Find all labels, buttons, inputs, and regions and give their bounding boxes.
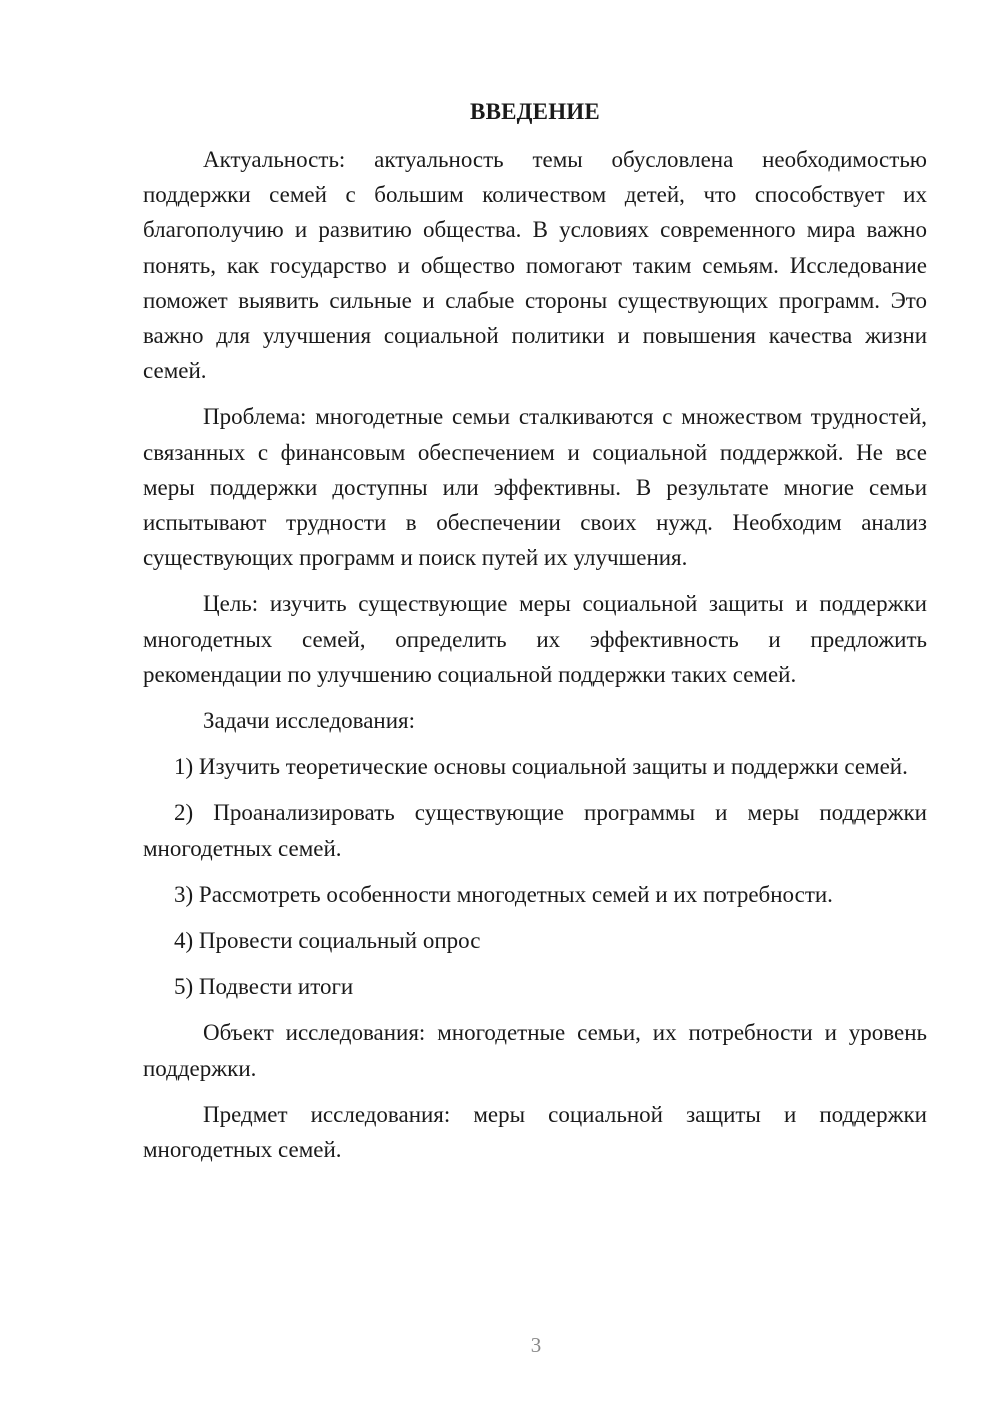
paragraph-problem: Проблема: многодетные семьи сталкиваются с множеством трудностей, связанных с финансовым обеспечением и социальной поддержкой. Не все меры поддержки доступны или эффективны. В результате многие семьи испытывают трудности в обеспечении своих нужд. Необходим анализ существующих программ и поиск путей их улучшения.	[143, 404, 927, 571]
paragraph-goal: Цель: изучить существующие меры социальной защиты и поддержки многодетных семей, определить их эффективность и предложить рекомендации по улучшению социальной поддержки таких семей.	[143, 591, 927, 687]
tasks-heading: Задачи исследования:	[203, 708, 416, 734]
paragraph-subject: Предмет исследования: меры социальной защиты и поддержки многодетных семей.	[143, 1101, 927, 1163]
task-item-4: 4) Провести социальный опрос	[174, 928, 481, 954]
page-content	[143, 94, 927, 1178]
section-heading: ВВЕДЕНИЕ	[470, 99, 600, 124]
paragraph-object: Объект исследования: многодетные семьи, их потребности и уровень поддержки.	[143, 1020, 927, 1081]
page-number: 3	[530, 1333, 542, 1357]
task-item-2: 2) Проанализировать существующие программы и меры поддержки многодетных семей.	[143, 800, 927, 861]
task-item-5: 5) Подвести итоги	[174, 974, 354, 1000]
paragraph-relevance: Актуальность: актуальность темы обусловлена необходимостью поддержки семей с большим количеством детей, что способствует их благополучию и развитию общества. В условиях современного мира важно понять, как государство и общество помогают таким семьям. Исследование поможет выявить сильные и слабые стороны существующих программ. Это важно для улучшения социальной политики и повышения качества жизни семей.	[143, 147, 927, 384]
task-item-1: 1) Изучить теоретические основы социальной защиты и поддержки семей.	[174, 754, 908, 780]
task-item-3: 3) Рассмотреть особенности многодетных семей и их потребности.	[174, 881, 833, 907]
